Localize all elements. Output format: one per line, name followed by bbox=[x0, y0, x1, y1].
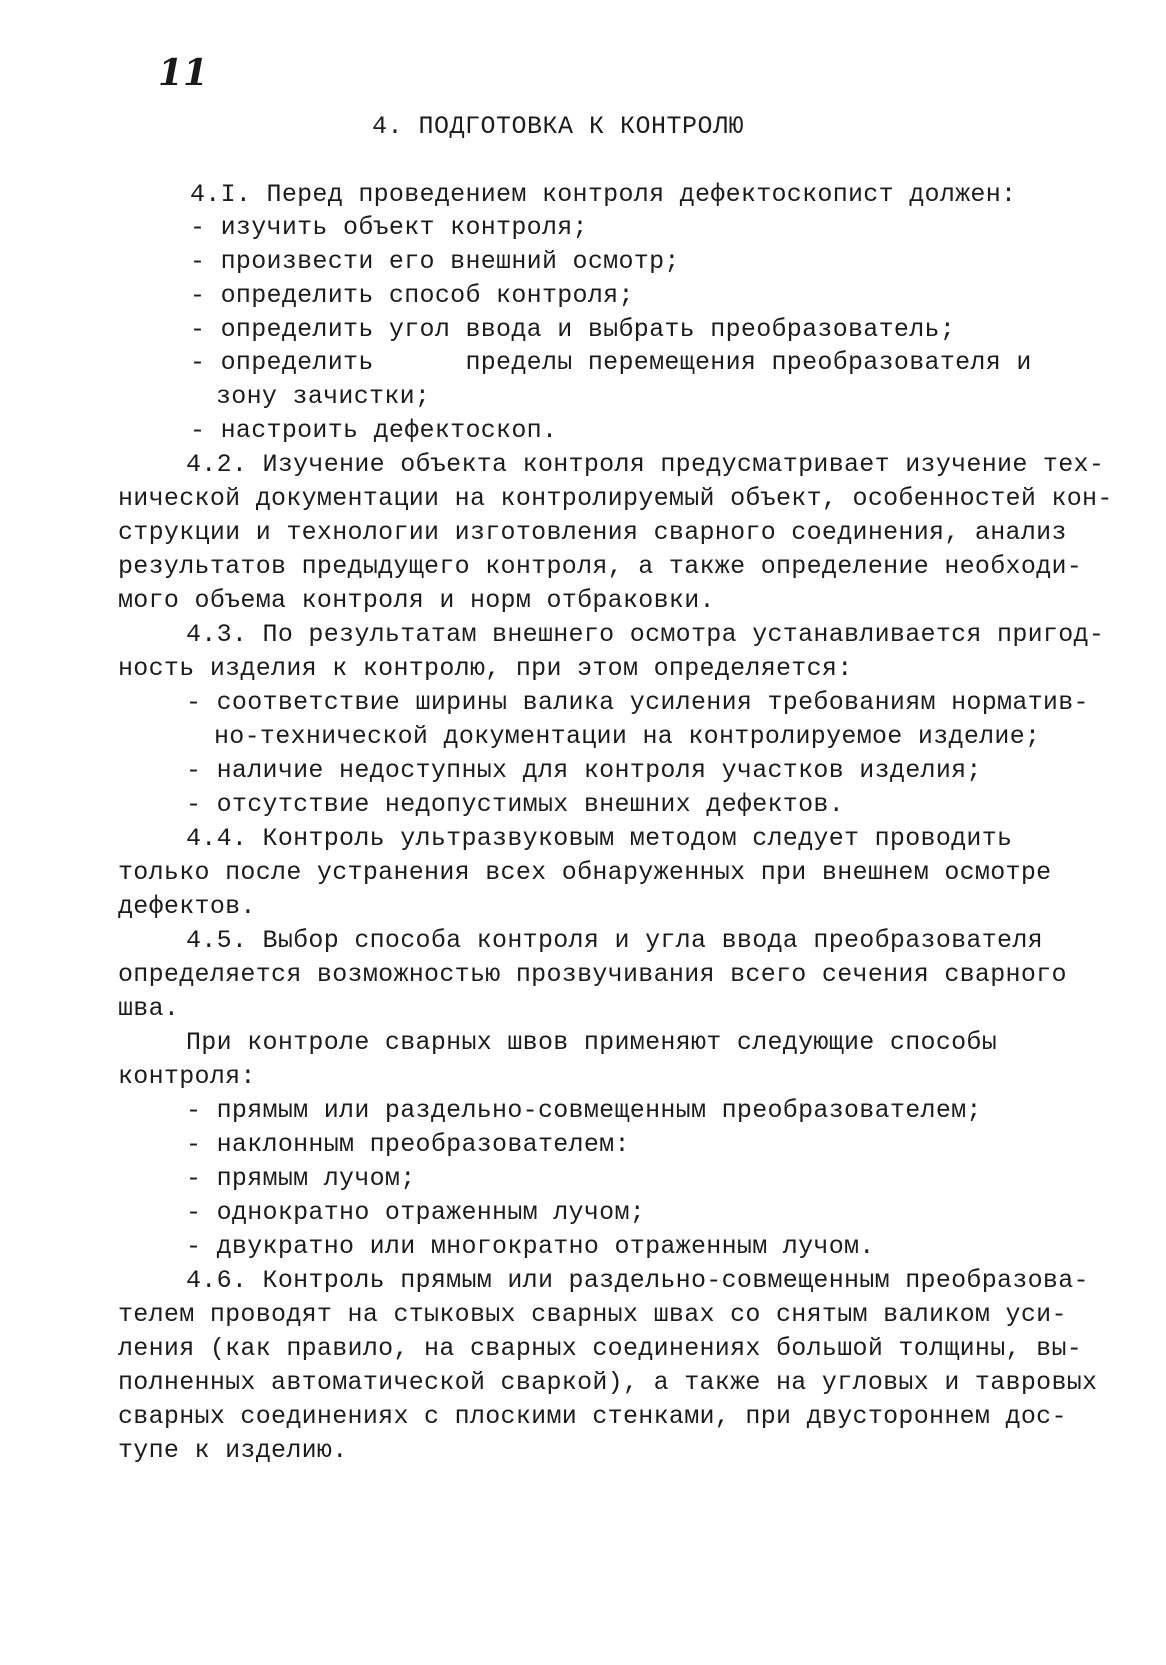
text-line: - определить способ контроля; bbox=[190, 281, 634, 310]
page-number: 11 bbox=[158, 52, 209, 94]
text-line: определяется возможностью прозвучивания всего сечения сварного bbox=[118, 960, 1067, 989]
text-line: - соответствие ширины валика усиления требованиям норматив- bbox=[186, 688, 1089, 717]
text-line: - двукратно или многократно отраженным лучом. bbox=[186, 1232, 875, 1261]
text-line: - однократно отраженным лучом; bbox=[186, 1198, 646, 1227]
text-line: мого объема контроля и норм отбраковки. bbox=[118, 586, 715, 615]
text-line: - прямым лучом; bbox=[186, 1164, 416, 1193]
text-line: дефектов. bbox=[118, 892, 256, 921]
text-line: - произвести его внешний осмотр; bbox=[190, 247, 680, 276]
text-line: - определить угол ввода и выбрать преобразователь; bbox=[190, 315, 956, 344]
text-line: зону зачистки; bbox=[216, 382, 431, 411]
text-line: 4.6. Контроль прямым или раздельно-совмещенным преобразова- bbox=[186, 1266, 1089, 1295]
text-line: 4.4. Контроль ультразвуковым методом следует проводить bbox=[186, 824, 1013, 853]
text-line: сварных соединениях с плоскими стенками, при двустороннем дос- bbox=[118, 1402, 1067, 1431]
text-line: только после устранения всех обнаруженных при внешнем осмотре bbox=[118, 858, 1052, 887]
text-line: - прямым или раздельно-совмещенным преобразователем; bbox=[186, 1096, 982, 1125]
text-line: полненных автоматической сваркой), а также на угловых и тавровых bbox=[118, 1368, 1098, 1397]
text-line: шва. bbox=[118, 994, 180, 1023]
text-line: ность изделия к контролю, при этом определяется: bbox=[118, 654, 853, 683]
text-line: телем проводят на стыковых сварных швах со снятым валиком уси- bbox=[118, 1300, 1067, 1329]
text-line: - настроить дефектоскоп. bbox=[190, 416, 558, 445]
text-line: нической документации на контролируемый объект, особенностей кон- bbox=[118, 484, 1113, 513]
text-line: - определить пределы перемещения преобразователя и bbox=[190, 348, 1032, 377]
text-line: 4.2. Изучение объекта контроля предусматривает изучение тех- bbox=[186, 450, 1105, 479]
text-line: - изучить объект контроля; bbox=[190, 213, 588, 242]
text-line: - наклонным преобразователем: bbox=[186, 1130, 630, 1159]
text-line: 4.I. Перед проведением контроля дефектоскопист должен: bbox=[190, 180, 1017, 209]
text-line: тупе к изделию. bbox=[118, 1436, 348, 1465]
section-heading: 4. ПОДГОТОВКА К КОНТРОЛЮ bbox=[372, 112, 745, 141]
text-line: - наличие недоступных для контроля участков изделия; bbox=[186, 756, 982, 785]
text-line: 4.3. По результатам внешнего осмотра устанавливается пригод- bbox=[186, 620, 1105, 649]
text-line: При контроле сварных швов применяют следующие способы bbox=[186, 1028, 998, 1057]
text-line: - отсутствие недопустимых внешних дефектов. bbox=[186, 790, 845, 819]
text-line: струкции и технологии изготовления сварного соединения, анализ bbox=[118, 518, 1067, 547]
text-line: ления (как правило, на сварных соединениях большой толщины, вы- bbox=[118, 1334, 1083, 1363]
text-line: контроля: bbox=[118, 1062, 256, 1091]
text-line: но-технической документации на контролируемое изделие; bbox=[214, 722, 1041, 751]
text-line: 4.5. Выбор способа контроля и угла ввода преобразователя bbox=[186, 926, 1043, 955]
text-line: результатов предыдущего контроля, а также определение необходи- bbox=[118, 552, 1083, 581]
